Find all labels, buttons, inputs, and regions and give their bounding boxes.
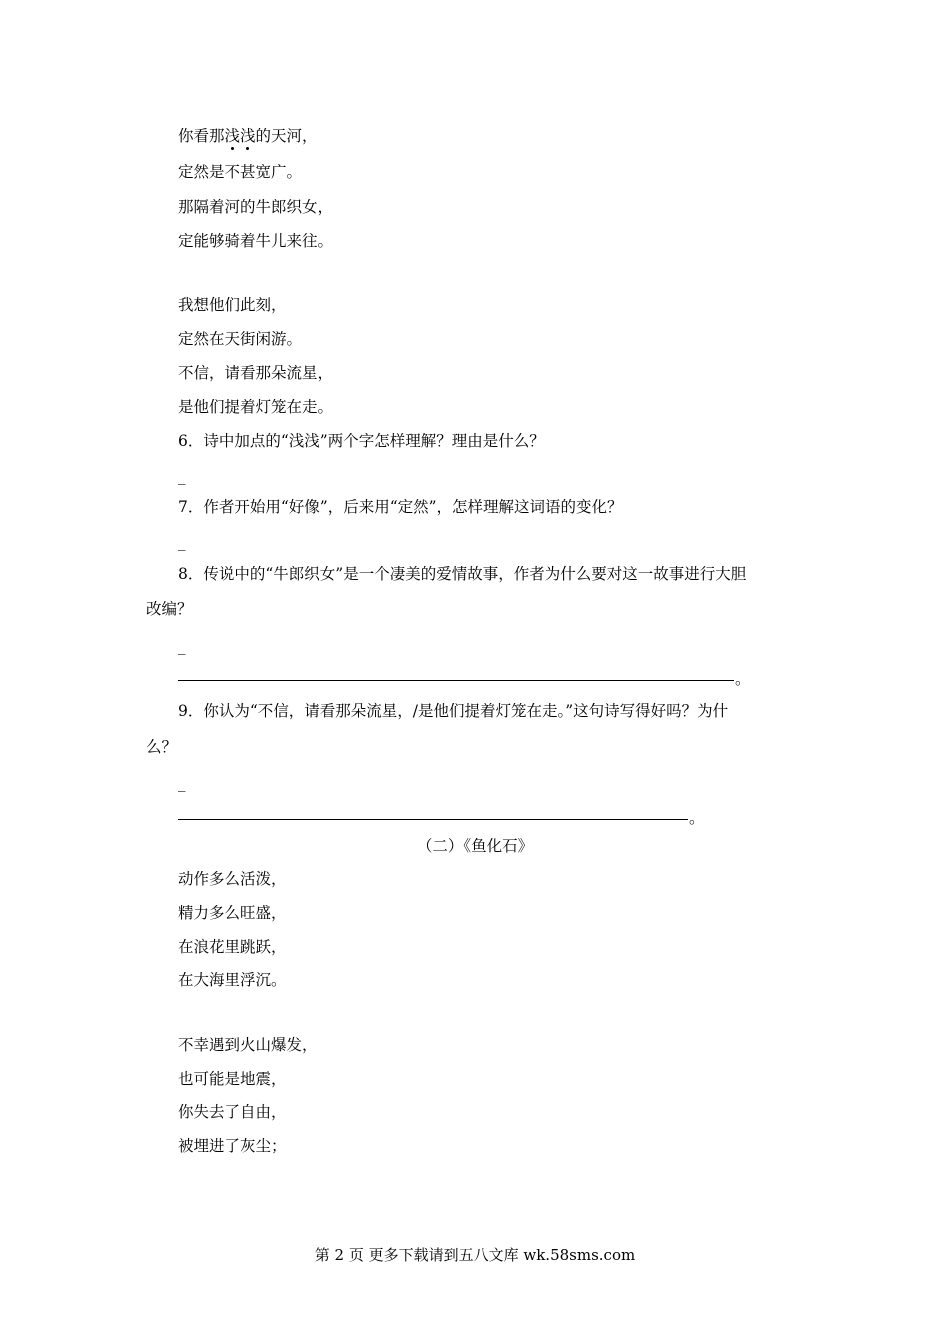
- poem-line: 也可能是地震，: [178, 1070, 287, 1088]
- poem-line: 定然在天街闲游。: [178, 330, 303, 348]
- answer-line-9[interactable]: [178, 819, 688, 820]
- poem-line: 那隔着河的牛郎织女，: [178, 198, 334, 216]
- question-9: 9．你认为“不信，请看那朵流星，/是他们提着灯笼在走。”这句诗写得好吗？为什: [178, 702, 729, 720]
- poem-line: 定能够骑着牛儿来往。: [178, 232, 334, 250]
- question-9-continued: 么？: [146, 738, 178, 756]
- poem-text: 的天河，: [255, 127, 318, 145]
- answer-line-8[interactable]: [178, 680, 734, 681]
- page-footer: 第 2 页 更多下载请到五八文库 wk.58sms.com: [314, 1246, 636, 1264]
- question-7: 7．作者开始用“好像”，后来用“定然”，怎样理解这词语的变化？: [178, 498, 623, 516]
- poem-line: 在大海里浮沉。: [178, 971, 287, 989]
- poem-text: 你看那: [178, 127, 225, 145]
- poem-line: 是他们提着灯笼在走。: [178, 398, 334, 416]
- answer-period-8: 。: [735, 670, 751, 688]
- poem-line: 不幸遇到火山爆发，: [178, 1036, 318, 1054]
- answer-blank-6[interactable]: _: [178, 467, 186, 485]
- answer-blank-9[interactable]: _: [178, 774, 186, 792]
- section-title: （二）《鱼化石》: [416, 837, 534, 855]
- poem-line: 你失去了自由，: [178, 1103, 287, 1121]
- emphasis-dot-char: 浅: [240, 127, 256, 145]
- answer-blank-7[interactable]: _: [178, 533, 186, 551]
- poem-line: 动作多么活泼，: [178, 870, 287, 888]
- poem-line: 在浪花里跳跃，: [178, 938, 287, 956]
- poem-line: [178, 126, 318, 146]
- question-6: 6．诗中加点的“浅浅”两个字怎样理解？理由是什么？: [178, 432, 545, 450]
- poem-line: 定然是不甚宽广。: [178, 163, 303, 181]
- answer-period-9: 。: [689, 809, 705, 827]
- poem-line: 被埋进了灰尘；: [178, 1137, 287, 1155]
- emphasis-dot-char: 浅: [224, 127, 241, 145]
- question-8-continued: 改编？: [146, 600, 193, 618]
- question-8: 8．传说中的“牛郎织女”是一个凄美的爱情故事，作者为什么要对这一故事进行大胆: [178, 565, 747, 583]
- poem-line: 精力多么旺盛，: [178, 904, 287, 922]
- poem-line: 不信，请看那朵流星，: [178, 364, 334, 382]
- poem-line: 我想他们此刻，: [178, 296, 287, 314]
- answer-blank-8[interactable]: _: [178, 637, 186, 655]
